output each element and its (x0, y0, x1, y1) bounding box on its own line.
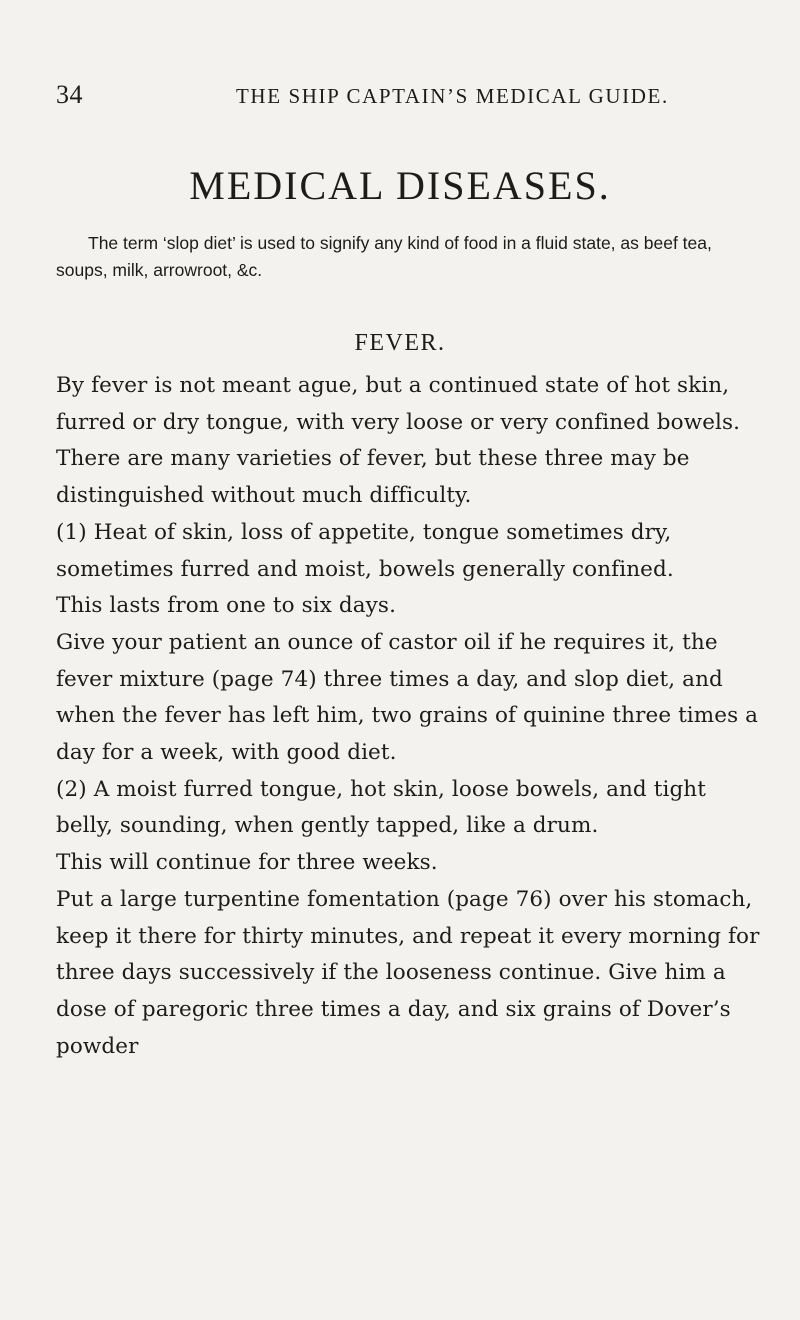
running-head (56, 80, 756, 110)
paragraph-treatment-2: Put a large turpentine fomentation (page 76) over his stomach, keep it there for thirty minutes, and repeat it every morning for three days successively if the looseness continue. Give him a dose of paregoric three times a day, and six grains of Dover’s powder (56, 886, 760, 1059)
paragraph-type-1: (1) Heat of skin, loss of appetite, tongue sometimes dry, sometimes furred and moist, bowels generally confined. (56, 519, 674, 582)
paragraph-type-2: (2) A moist furred tongue, hot skin, loose bowels, and tight belly, sounding, when gently tapped, like a drum. (56, 776, 706, 839)
paragraph-treatment-1: Give your patient an ounce of castor oil if he requires it, the fever mixture (page 74) three times a day, and slop diet, and when the fever has left him, two grains of quinine three times a day for a week, with good diet. (56, 629, 759, 766)
paragraph-definition: By fever is not meant ague, but a continued state of hot skin, furred or dry tongue, with very loose or very confined bowels. (56, 373, 741, 435)
running-title: THE SHIP CAPTAIN’S MEDICAL GUIDE. (236, 84, 669, 108)
slop-diet-note: The term ‘slop diet’ is used to signify any kind of food in a fluid state, as beef tea, soups, milk, arrowroot, &c. (56, 233, 712, 280)
fever-body (56, 368, 768, 1065)
page-number: 34 (56, 80, 83, 109)
paragraph-varieties: There are many varieties of fever, but these three may be distinguished without much difficulty. (56, 446, 690, 509)
paragraph-duration-1: This lasts from one to six days. (56, 593, 396, 619)
fever-heading: FEVER. (354, 330, 446, 356)
section-title: MEDICAL DISEASES. (189, 163, 611, 208)
paragraph-duration-2: This will continue for three weeks. (56, 850, 438, 876)
